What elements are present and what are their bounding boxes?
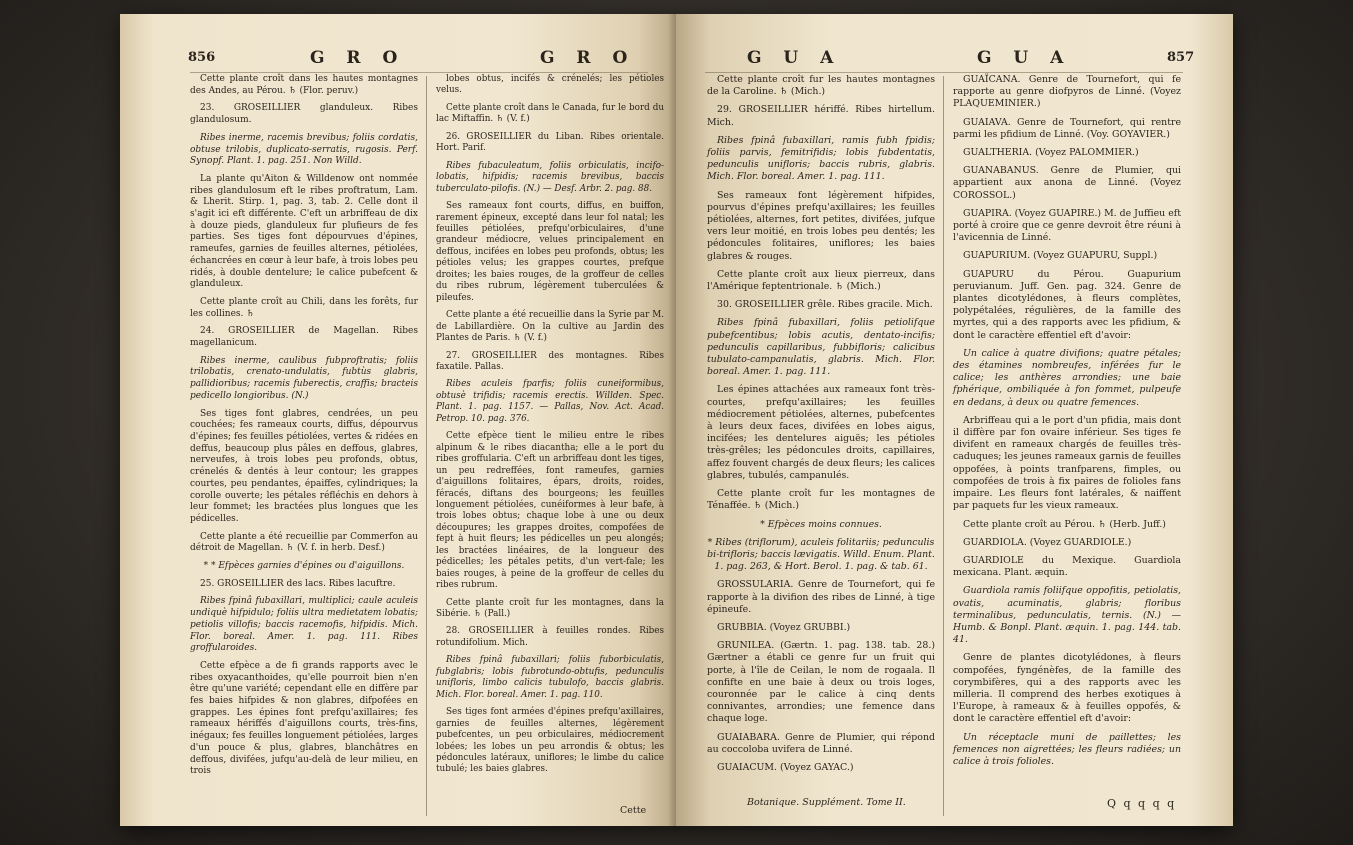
right-footer-volume: Botanique. Supplément. Tome II. [747, 797, 906, 808]
paragraph: * * Efpèces garnies d'épines ou d'aiguillons. [203, 561, 405, 572]
left-page-number: 856 [188, 50, 216, 65]
paragraph: Genre de plantes dicotylédones, à fleurs compofées, fyngénèfes, de la famille des corymbifères, qui a des rapports avec les milleria. Il comprend des herbes exotiques à l'Europe, à rameaux & à feuilles oppofés, & dont le caractère effentiel eft d'avoir: [953, 652, 1181, 725]
paragraph: Ribes inerme, caulibus fubproftratis; foliis trilobatis, crenato-undulatis, fubtùs glabris, pallidioribus; racemis fuberectis, craffis; bracteis pedicello longioribus. (N.) [190, 355, 418, 401]
paragraph: Cette plante a été recueillie dans la Syrie par M. de Labillardière. On la cultive au Jardin des Plantes de Paris. ♄ (V. f.) [436, 310, 664, 344]
paragraph: 24. GROSEILLIER de Magellan. Ribes magellanicum. [190, 326, 418, 349]
paragraph: GUAPURU du Pérou. Guapurium peruvianum. Juff. Gen. pag. 324. Genre de plantes dicotylédones, à fleurs complètes, polypétalées, régulières, de la famille des myrtes, qui a des rapports avec les pfidium, & dont le caractère effentiel eft d'avoir: [953, 268, 1181, 341]
paragraph: Ribes fpinâ fubaxillari, foliis petiolifque pubefcentibus; lobis acutis, dentato-incifis; pedunculis capillaribus, fubbifloris; calicibus tubulato-campanulatis, glabris. Mich. Flor. boreal. Amer. 1. pag. 111. [707, 317, 935, 378]
paragraph: 27. GROSEILLIER des montagnes. Ribes faxatile. Pallas. [436, 350, 664, 372]
paragraph: GUAPIRA. (Voyez GUAPIRE.) M. de Juffieu eft porté à croire que ce genre devroit être réuni à l'avicennia de Linné. [953, 207, 1181, 244]
right-page-number: 857 [1167, 50, 1195, 65]
paragraph: Ribes aculeis fparfis; foliis cuneiformibus, obtusè trifidis; racemis erectis. Willden. Spec. Plant. 1. pag. 1157. — Pallas, Nov. Act. Acad. Petrop. 10. pag. 376. [436, 379, 664, 424]
paragraph: Cette plante a été recueillie par Commerfon au détroit de Magellan. ♄ (V. f. in herb. Desf.) [190, 531, 418, 554]
paragraph: 29. GROSEILLIER hériffé. Ribes hirtellum. Mich. [707, 104, 935, 128]
right-column-1 [707, 74, 935, 780]
right-page [677, 14, 1233, 826]
left-page [120, 14, 676, 826]
paragraph: La plante qu'Aiton & Willdenow ont nommée ribes glandulosum eft le ribes proftratum, Lam. & Lherit. Stirp. 1, pag. 3, tab. 2. Celle dont il s'agit ici eft différente. C'eft un arbriffeau de dix à douze pieds, glanduleux fur plufieurs de fes parties. Ses tiges font dépourvues d'épines, rameufes, garnies de feuilles alternes, pétiolées, échancrées en cœur à leur bafe, à trois lobes peu ridés, à double dentelure; le calice pubefcent & glanduleux. [190, 173, 418, 290]
paragraph: GUAPURIUM. (Voyez GUAPURU, Suppl.) [963, 250, 1158, 262]
paragraph: 25. GROSEILLIER des lacs. Ribes lacuftre. [200, 578, 396, 589]
paragraph: Les épines attachées aux rameaux font très-courtes, prefqu'axillaires; les feuilles médiocrement pétiolées, alternes, pubefcentes à leurs deux faces, divifées en lobes aigus, incifées; les dentelures aiguës; les pétioles très-grêles; les pédoncules droits, capillaires, affez fouvent chargés de deux fleurs; les calices glabres, tubulés, campanulés. [707, 384, 935, 481]
paragraph: Ribes inerme, racemis brevibus; foliis cordatis, obtuse trilobis, duplicato-serratis, rugosis. Perf. Synopf. Plant. 1. pag. 251. Non Willd. [190, 132, 418, 167]
paragraph: Guardiola ramis foliifque oppofitis, petiolatis, ovatis, acuminatis, glabris; floribus terminalibus, pedunculatis, ternis. (N.) — Humb. & Bonpl. Plant. æquin. 1. pag. 144. tab. 41. [953, 585, 1181, 646]
paragraph: Un réceptacle muni de paillettes; les femences non aigrettées; les fleurs radiées; un calice à trois folioles. [953, 731, 1181, 767]
paragraph: 23. GROSEILLIER glanduleux. Ribes glandulosum. [190, 103, 418, 126]
paragraph: Ses rameaux font courts, diffus, en buiffon, rarement épineux, excepté dans leur fol natal; les feuilles pétiolées, prefqu'orbiculaires, d'une grandeur médiocre, velues principalement en deffous, incifées en lobes peu profonds, obtus; les pétioles velus; les grappes courtes, prefque droites; les baies rouges, de la groffeur de celles du ribes rubrum, légèrement tuberculées & pileufes. [436, 201, 664, 303]
right-header-right: G U A [977, 48, 1072, 68]
left-column-2 [436, 74, 664, 782]
right-column-2 [953, 74, 1181, 774]
paragraph: 26. GROSEILLIER du Liban. Ribes orientale. Hort. Parif. [436, 131, 664, 154]
paragraph: 28. GROSEILLIER à feuilles rondes. Ribes rotundifolium. Mich. [436, 626, 664, 648]
paragraph: GUAÏCANA. Genre de Tournefort, qui fe rapporte au genre diofpyros de Linné. (Voyez PLAQUEMINIER.) [953, 74, 1181, 110]
paragraph: * Ribes (triflorum), aculeis folitariis; pedunculis bi-trifloris; baccis lævigatis. Willd. Enum. Plant. 1. pag. 263, & Hort. Berol. 1. pag. & tab. 61. [707, 536, 935, 573]
paragraph: Ses rameaux font légèrement hifpides, pourvus d'épines prefqu'axillaires; les feuilles pétiolées, alternes, fort petites, divifées, jufque vers leur moitié, en trois lobes peu dentés; les pédoncules folitaires, uniflores; les baies glabres & rouges. [707, 189, 935, 262]
paragraph: Arbriffeau qui a le port d'un pfidia, mais dont il diffère par fon ovaire inférieur. Ses tiges fe divifent en rameaux chargés de feuilles très-caduques; les jeunes rameaux garnis de feuilles oppofées, à points tranfparens, fimples, ou compofées de trois à fix paires de folioles fans impaire. Les fleurs font latérales, & naiffent par paquets fur les vieux rameaux. [953, 414, 1181, 512]
paragraph: GUAIACUM. (Voyez GAYAC.) [717, 761, 854, 773]
paragraph: Cette plante croît dans le Canada, fur le bord du lac Miftaffin. ♄ (V. f.) [436, 102, 664, 125]
paragraph: * Efpèces moins connues. [760, 518, 882, 530]
right-column-divider [943, 76, 944, 816]
paragraph: GUARDIOLA. (Voyez GUARDIOLE.) [963, 536, 1132, 548]
paragraph: Ribes fubaculeatum, foliis orbiculatis, incifo-lobatis, hifpidis; racemis brevibus, baccis tuberculato-pilofis. (N.) — Desf. Arbr. 2. pag. 88. [436, 160, 664, 194]
paragraph: GUAIAVA. Genre de Tournefort, qui rentre parmi les pfidium de Linné. (Voy. GOYAVIER.) [953, 116, 1181, 140]
paragraph: Cette plante croît au Chili, dans les forêts, fur les collines. ♄ [190, 296, 418, 319]
left-column-divider [426, 76, 427, 816]
paragraph: 30. GROSEILLIER grêle. Ribes gracile. Mich. [717, 299, 933, 311]
paragraph: GUANABANUS. Genre de Plumier, qui appartient aux anona de Linné. (Voyez COROSSOL.) [953, 165, 1181, 201]
paragraph: Cette efpèce tient le milieu entre le ribes alpinum & le ribes diacantha; elle a le port du ribes groffularia. C'eft un arbriffeau dont les tiges, un peu redreffées, font rameufes, garnies d'aiguillons folitaires, épars, droits, roides, féracés, diftans des bourgeons; les feuilles longuement pétiolées, cunéiformes à leur bafe, à trois lobes obtus; chaque lobe à une ou deux découpures; les grappes droites, compofées de fept à huit fleurs; les pédicelles un peu alongés; les bractées linéaires, de la longueur des pédicelles; les pétales petits, d'un vert-fale; les baies rouges, à peine de la groffeur de celles du ribes rubrum. [436, 431, 664, 591]
right-signature-mark: Q q q q q [1107, 797, 1177, 810]
left-header-right: G R O [540, 48, 636, 68]
paragraph: Un calice à quatre divifions; quatre pétales; des étamines nombreufes, inférées fur le calice; les anthères arrondies; une baie fphérique, ombiliquée à fon fommet, pulpeufe en dedans, à deux ou quatre femences. [953, 347, 1181, 408]
paragraph: Cette plante croît fur les montagnes de Ténaffée. ♄ (Mich.) [707, 488, 935, 512]
left-catchword: Cette [620, 805, 647, 816]
paragraph: Cette plante croît aux lieux pierreux, dans l'Amérique feptentrionale. ♄ (Mich.) [707, 268, 935, 293]
paragraph: GUALTHERIA. (Voyez PALOMMIER.) [963, 147, 1139, 159]
paragraph: lobes obtus, incifés & crénelés; les pétioles velus. [436, 74, 664, 96]
right-header-left: G U A [747, 48, 842, 68]
paragraph: Cette plante croît fur les montagnes, dans la Sibérie. ♄ (Pall.) [436, 597, 664, 620]
paragraph: Cette plante croît au Pérou. ♄ (Herb. Juff.) [963, 518, 1166, 530]
paragraph: GRUNILEA. (Gærtn. 1. pag. 138. tab. 28.) Gærtner a établi ce genre fur un fruit qui porte, à l'île de Ceilan, le nom de rogaala. Il confifte en une baie à deux ou trois loges, couronnée par le calice à cinq dents connivantes, arrondies; une femence dans chaque loge. [707, 640, 935, 725]
left-header-left: G R O [310, 48, 406, 68]
paragraph: Ses tiges font armées d'épines prefqu'axillaires, garnies de feuilles alternes, légèrement pubefcentes, un peu orbiculaires, médiocrement lobées; les lobes un peu arrondis & obtus; les pédoncules latéraux, uniflores; le limbe du calice tubulé; les baies glabres. [436, 707, 664, 775]
left-column-1 [190, 74, 418, 784]
paragraph: GROSSULARIA. Genre de Tournefort, qui fe rapporte à la divifion des ribes de Linné, à tige épineufe. [707, 579, 935, 615]
paragraph: GUAIABARA. Genre de Plumier, qui répond au coccoloba uvifera de Linné. [707, 731, 935, 755]
paragraph: GRUBBIA. (Voyez GRUBBI.) [717, 621, 851, 633]
right-header-rule [705, 72, 1183, 73]
paragraph: Ribes fpinâ fubaxillari; foliis fuborbiculatis, fubglabris; lobis fubrotundo-obtufis, pedunculis unifloris, limbo calicis tubulofo, baccis glabris. Mich. Flor. boreal. Amer. 1. pag. 110. [436, 655, 664, 700]
left-header-rule [190, 72, 648, 73]
paragraph: Cette plante croît dans les hautes montagnes des Andes, au Pérou. ♄ (Flor. peruv.) [190, 74, 418, 96]
paragraph: Ribes fpinâ fubaxillari, ramis fubh fpidis; foliis parvis, femitrifidis; lobis fubdentatis, pedunculis unifloris; baccis rubris, glabris. Mich. Flor. boreal. Amer. 1. pag. 111. [707, 134, 935, 183]
paragraph: GUARDIOLE du Mexique. Guardiola mexicana. Plant. æquin. [953, 554, 1181, 579]
paragraph: Ribes fpinâ fubaxillari, multiplici; caule aculeis undiquè hifpidulo; foliis ultra medietatem lobatis; petiolis villofis; baccis racemofis, hifpidis. Mich. Flor. boreal. Amer. 1. pag. 111. Ribes groffularoides. [190, 596, 418, 654]
paragraph: Cette plante croît fur les hautes montagnes de la Caroline. ♄ (Mich.) [707, 74, 935, 98]
paragraph: Cette efpèce a de fi grands rapports avec le ribes oxyacanthoides, qu'elle pourroit bien n'en être qu'une variété; cependant elle en diffère par fes baies hifpides & non glabres, difpofées en grappes. Les épines font prefqu'axillaires; fes rameaux hériffés d'aiguillons courts, très-fins, inégaux; fes feuilles longuement pétiolées, larges d'un pouce & plus, glabres, blanchâtres en deffous, divifées, jufqu'au-delà de leur milieu, en trois [190, 660, 418, 777]
paragraph: Ses tiges font glabres, cendrées, un peu couchées; fes rameaux courts, diffus, dépourvus d'épines; fes feuilles pétiolées, vertes & ridées en deffus, beaucoup plus pâles en deffous, glabres, nerveufes, à trois lobes peu profonds, obtus, crénelés & dentés à leur contour; les grappes courtes, peu pendantes, épaiffes, cylindriques; la corolle ouverte; les pétales réfléchis en dehors à leur fommet; les bractées plus longues que les pédicelles. [190, 408, 418, 524]
open-book [120, 14, 1233, 826]
